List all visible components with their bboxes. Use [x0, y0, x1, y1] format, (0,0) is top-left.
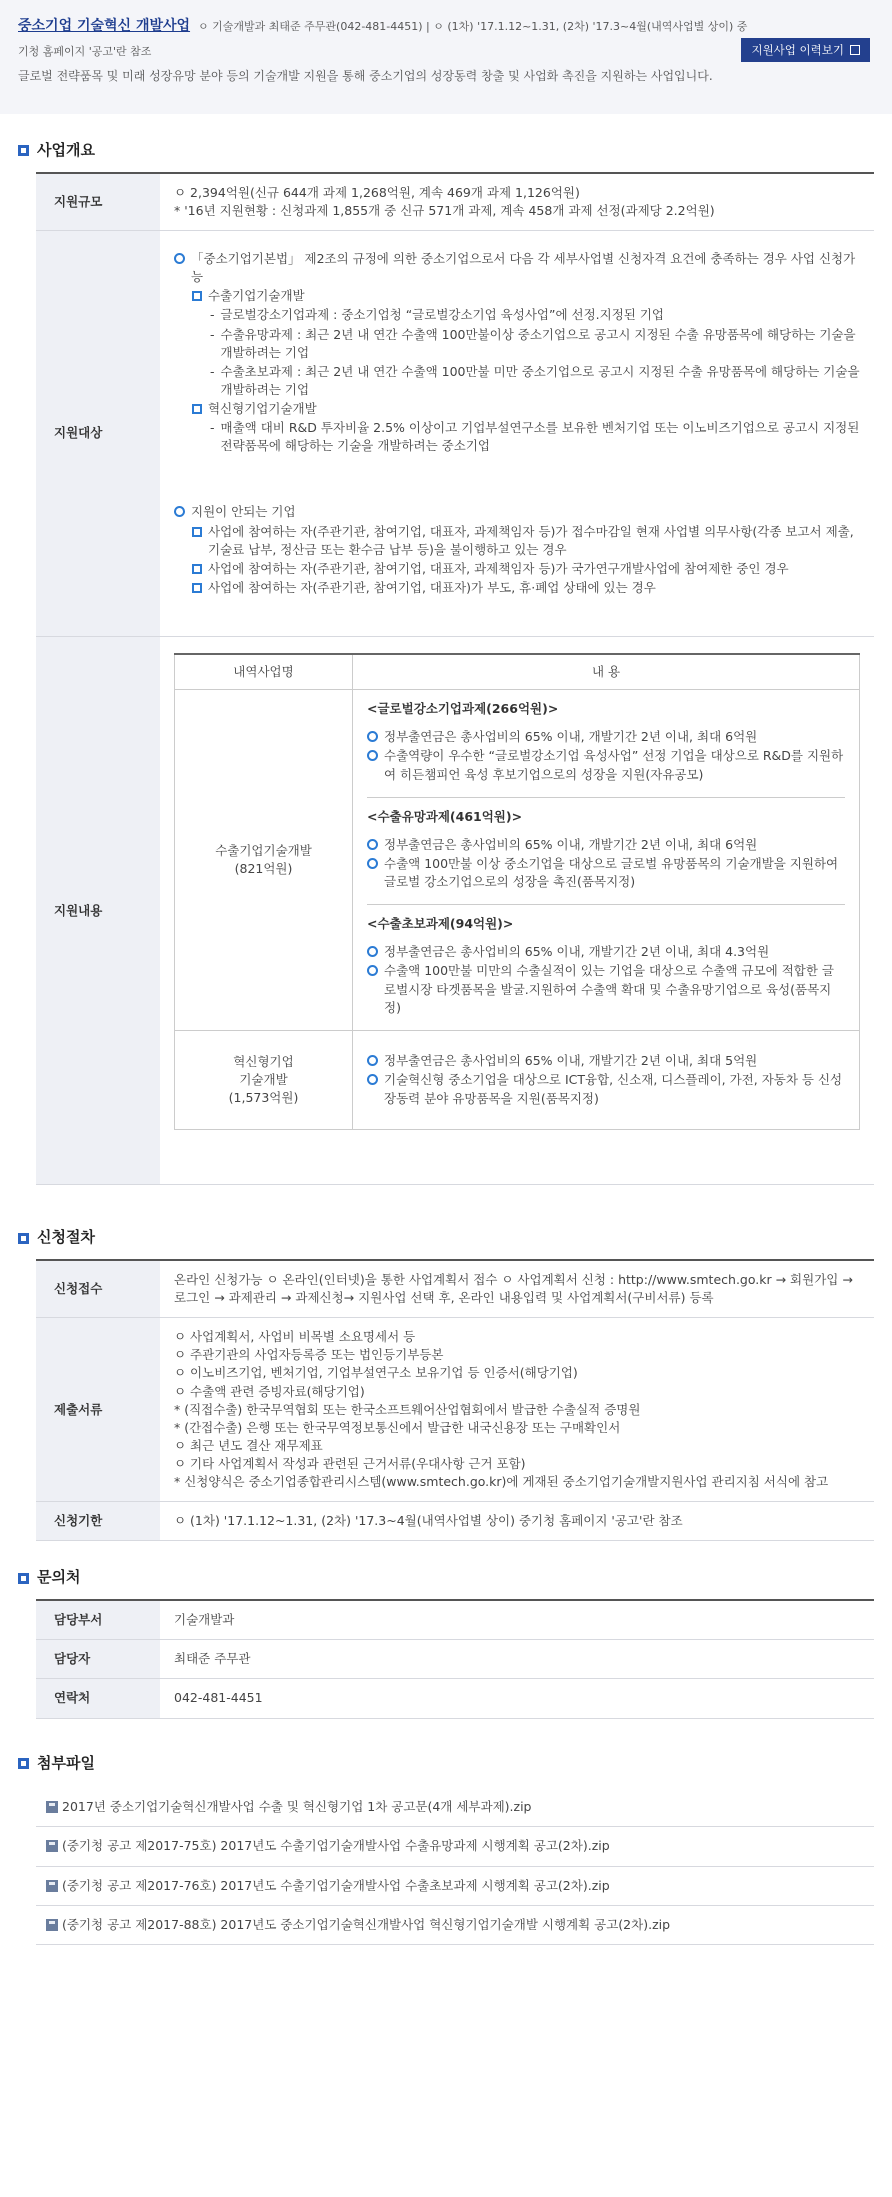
file-item[interactable]: [36, 1788, 874, 1827]
doc-item: * 신청양식은 중소기업종합관리시스템(www.smtech.go.kr)에 게재된 중소기업기술개발지원사업 관리지침 서식에 참고: [174, 1474, 829, 1490]
ring-bullet-icon: [174, 506, 185, 517]
attachments-section: [0, 1719, 892, 1967]
section-bullet-icon: [18, 1233, 29, 1244]
file-item[interactable]: [36, 1867, 874, 1906]
person-label: 담당자: [36, 1640, 160, 1679]
export-content: [353, 690, 860, 1031]
section-bullet-icon: [18, 1573, 29, 1584]
b4-line2: 기술혁신형 중소기업을 대상으로 ICT융합, 신소재, 디스플레이, 가전, 자동차 등 신성장동력 분야 유망품목을 지원(품목지정): [384, 1072, 843, 1106]
target-t1: 「중소기업기본법」 제2조의 규정에 의한 중소기업으로서 다음 각 세부사업별 신청자격 요건에 충족하는 경우 사업 신청가능: [191, 251, 856, 285]
b4-line1: 정부출연금은 총사업비의 65% 이내, 개발기간 2년 이내, 최대 5억원: [384, 1053, 758, 1069]
overview-table: [36, 172, 874, 1185]
row-docs: [36, 1318, 874, 1502]
ring-bullet-icon: [367, 965, 378, 976]
row-content: [36, 637, 874, 1185]
docs-label: 제출서류: [36, 1318, 160, 1502]
section-bullet-icon: [18, 1758, 29, 1769]
procedure-section: [0, 1185, 892, 1541]
doc-item: ㅇ 주관기관의 사업자등록증 또는 법인등기부등본: [174, 1347, 444, 1363]
overview-section: [0, 114, 892, 1185]
b1-line1: 정부출연금은 총사업비의 65% 이내, 개발기간 2년 이내, 최대 6억원: [384, 729, 758, 745]
doc-item: ㅇ 사업계획서, 사업비 비목별 소요명세서 등: [174, 1329, 416, 1345]
program-meta: ㅇ 기술개발과 최태준 주무관(042-481-4451) | ㅇ (1차) '17.1.12~1.31, (2차) '17.3~4월(내역사업별 상이) 중: [198, 20, 748, 33]
cat2-line3: (1,573억원): [228, 1090, 299, 1105]
b2-line1: 정부출연금은 총사업비의 65% 이내, 개발기간 2년 이내, 최대 6억원: [384, 836, 758, 852]
block-global-title: <글로벌강소기업과제(266억원)>: [367, 701, 559, 717]
contact-section: [0, 1541, 892, 1718]
target-t1a2: 수출유망과제 : 최근 2년 내 연간 수출액 100만불이상 중소기업으로 공고시 지정된 수출 유망품목에 해당하는 기술을 개발하려는 기업: [220, 326, 856, 360]
program-title[interactable]: 중소기업 기술혁신 개발사업: [18, 18, 191, 34]
content-subtable: [174, 653, 860, 1130]
target-t2a: 사업에 참여하는 자(주관기관, 참여기업, 대표자, 과제책임자 등)가 접수마감일 현재 사업별 의무사항(각종 보고서 제출, 기술료 납부, 정산금 또는 환수금 납부 등)을 불이행하고 있는 경우: [208, 523, 854, 557]
col-name: 내역사업명: [175, 654, 353, 690]
target-t2c: 사업에 참여하는 자(주관기관, 참여기업, 대표자)가 부도, 휴·폐업 상태에 있는 경우: [208, 579, 656, 595]
ring-bullet-icon: [367, 946, 378, 957]
cat1-line2: (821억원): [234, 860, 293, 876]
file-name[interactable]: (중기청 공고 제2017-88호) 2017년도 중소기업기술혁신개발사업 혁신형기업기술개발 시행계획 공고(2차).zip: [62, 1916, 671, 1932]
doc-item: ㅇ 이노비즈기업, 벤처기업, 기업부설연구소 보유기업 등 인증서(해당기업): [174, 1365, 578, 1381]
phone-label: 연락처: [36, 1679, 160, 1718]
procedure-heading: 신청절차: [37, 1228, 95, 1247]
file-icon: [46, 1880, 58, 1892]
col-content: 내 용: [353, 654, 860, 690]
section-heading: [18, 114, 874, 172]
doc-item: ㅇ 기타 사업계획서 작성과 관련된 근거서류(우대사항 근거 포함): [174, 1456, 526, 1471]
dept-label: 담당부서: [36, 1600, 160, 1640]
history-button[interactable]: [741, 38, 870, 62]
history-button-label: 지원사업 이력보기: [751, 43, 844, 57]
file-name[interactable]: (중기청 공고 제2017-75호) 2017년도 수출기업기술개발사업 수출유망과제 시행계획 공고(2차).zip: [62, 1838, 610, 1854]
ring-bullet-icon: [367, 1055, 378, 1066]
attachments-heading: 첨부파일: [37, 1753, 95, 1772]
block-global: [367, 690, 845, 798]
target-t1a: 수출기업기술개발: [208, 288, 305, 304]
innovative-content: [353, 1030, 860, 1129]
square-bullet-icon: [192, 291, 202, 301]
section-heading: [18, 1185, 874, 1259]
content-value: [160, 637, 874, 1185]
block-promising-title: <수출유망과제(461억원)>: [367, 808, 523, 824]
doc-item: * (직접수출) 한국무역협회 또는 한국소프트웨어산업협회에서 발급한 수출실적 증명원: [174, 1401, 641, 1417]
person-value: 최태준 주무관: [160, 1640, 874, 1679]
b1-line2: 수출역량이 우수한 “글로벌강소기업 육성사업” 선정 기업을 대상으로 R&D를 지원하여 히든챔피언 육성 후보기업으로의 성장을 지원(자유공모): [384, 748, 844, 782]
target-label: 지원대상: [36, 231, 160, 637]
copy-icon: [850, 45, 860, 55]
scale-label: 지원규모: [36, 173, 160, 231]
contact-heading: 문의처: [37, 1568, 81, 1587]
row-receive: [36, 1260, 874, 1318]
cat2-line2: 기술개발: [239, 1071, 288, 1087]
b2-line2: 수출액 100만불 이상 중소기업을 대상으로 글로벌 유망품목의 기술개발을 지원하여 글로벌 강소기업으로의 성장을 촉진(품목지정): [384, 855, 839, 889]
period-label: 신청기한: [36, 1502, 160, 1541]
ring-bullet-icon: [367, 858, 378, 869]
doc-item: * (간접수출) 은행 또는 한국무역정보통신에서 발급한 내국신용장 또는 구매확인서: [174, 1419, 621, 1435]
file-name[interactable]: 2017년 중소기업기술혁신개발사업 수출 및 혁신형기업 1차 공고문(4개 세부과제).zip: [62, 1799, 532, 1815]
block-beginner: [367, 905, 845, 1030]
file-icon: [46, 1840, 58, 1852]
period-value: ㅇ (1차) '17.1.12~1.31, (2차) '17.3~4월(내역사업별 상이) 중기청 홈페이지 '공고'란 참조: [160, 1502, 874, 1541]
cat1-line1: 수출기업기술개발: [215, 842, 312, 858]
square-bullet-icon: [192, 564, 202, 574]
ring-bullet-icon: [367, 750, 378, 761]
phone-value: 042-481-4451: [160, 1679, 874, 1718]
section-bullet-icon: [18, 145, 29, 156]
square-bullet-icon: [192, 527, 202, 537]
ring-bullet-icon: [367, 839, 378, 850]
target-t2b: 사업에 참여하는 자(주관기관, 참여기업, 대표자, 과제책임자 등)가 국가연구개발사업에 참여제한 중인 경우: [208, 560, 789, 576]
ring-bullet-icon: [367, 1074, 378, 1085]
contact-table: [36, 1599, 874, 1718]
overview-heading: 사업개요: [37, 141, 95, 159]
target-t1b: 혁신형기업기술개발: [208, 401, 317, 416]
square-bullet-icon: [192, 404, 202, 414]
row-period: [36, 1502, 874, 1541]
receive-label: 신청접수: [36, 1260, 160, 1318]
b3-line1: 정부출연금은 총사업비의 65% 이내, 개발기간 2년 이내, 최대 4.3억원: [384, 944, 770, 960]
target-value: 「중소기업기본법」 제2조의 규정에 의한 중소기업으로서 다음 각 세부사업별 신청자격 요건에 충족하는 경우 사업 신청가능 수출기업기술개발 - 글로벌강소기업과제 : 중소기업청 “글로벌강소기업 육성사업”에 선정.지정된 기업 - 수출유망과제 : 최근 2년 내 연간 수출액 100만불이상 중소기업으로 공고시 지정된 수출 유망품목에 해당하는 기술을 개발하려는 기업 - 수출초보과제 : 최근 2년 내 연간 수출액 100만불 미만 중소기업으로 공고시 지정된 수출 유망품목에 해당하는 기술을 개발하려는 기업 혁신형기업기술개발 - 매출액 대비 R&D 투자비율 2.5% 이상이고 기업부설연구소를 보유한 벤처기업 또는 이노비즈기업으로 공고시 지정된 전략품목에 해당하는 기술을 개발하려는 중소기업 지원이 안되는 기업 사업에 참여하는 자(주관기관, 참여기업, 대표자, 과제책임자 등)가 접수마감일 현재 사업별 의무사항(각종 보고서 제출, 기술료 납부, 정산금 또는 환수금 납부 등)을 불이행하고 있는 경우 사업에 참여하는 자(주관기관, 참여기업, 대표자, 과제책임자 등)가 국가연구개발사업에 참여제한 중인 경우 사업에 참여하는 자(주관기관, 참여기업, 대표자)가 부도, 휴·폐업 상태에 있는 경우: [160, 231, 874, 637]
cat-export: [175, 690, 353, 1031]
section-heading: [18, 1719, 874, 1789]
row-target: [36, 231, 874, 637]
ring-bullet-icon: [367, 731, 378, 742]
file-name[interactable]: (중기청 공고 제2017-76호) 2017년도 수출기업기술개발사업 수출초보과제 시행계획 공고(2차).zip: [62, 1877, 610, 1893]
docs-value: [160, 1318, 874, 1502]
receive-value: 온라인 신청가능 ㅇ 온라인(인터넷)을 통한 사업계획서 접수 ㅇ 사업계획서 신청 : http://www.smtech.go.kr → 회원가입 → 로그인 → 과제관리 → 과제신청→ 지원사업 선택 후, 온라인 내용입력 및 사업계획서(구비서류) 등록: [160, 1260, 874, 1318]
scale-line-2: * '16년 지원현황 : 신청과제 1,855개 중 신규 571개 과제, 계속 458개 과제 선정(과제당 2.2억원): [174, 202, 715, 218]
file-icon: [46, 1801, 58, 1813]
target-t2: 지원이 안되는 기업: [191, 504, 296, 520]
section-heading: [18, 1541, 874, 1599]
target-t1b1: 매출액 대비 R&D 투자비율 2.5% 이상이고 기업부설연구소를 보유한 벤처기업 또는 이노비즈기업으로 공고시 지정된 전략품목에 해당하는 기술을 개발하려는 중소기업: [220, 420, 860, 454]
block-promising: [367, 798, 845, 906]
target-t1a1: 글로벌강소기업과제 : 중소기업청 “글로벌강소기업 육성사업”에 선정.지정된 기업: [220, 307, 664, 323]
file-icon: [46, 1919, 58, 1931]
cat-innovative: [175, 1030, 353, 1129]
program-meta-cont: 기청 홈페이지 '공고'란 참조: [18, 45, 152, 59]
program-header: [0, 0, 892, 114]
content-label: 지원내용: [36, 637, 160, 1185]
file-item[interactable]: [36, 1827, 874, 1866]
b3-line2: 수출액 100만불 미만의 수출실적이 있는 기업을 대상으로 수출액 규모에 적합한 글로벌시장 타겟품목을 발굴.지원하여 수출액 확대 및 수출유망기업으로 육성(품목지정): [384, 963, 834, 1015]
procedure-table: [36, 1259, 874, 1542]
ring-bullet-icon: [174, 253, 185, 264]
file-item[interactable]: [36, 1906, 874, 1945]
dept-value: 기술개발과: [160, 1600, 874, 1640]
block-beginner-title: <수출초보과제(94억원)>: [367, 916, 514, 932]
row-scale: [36, 173, 874, 231]
doc-item: ㅇ 수출액 관련 증빙자료(해당기업): [174, 1383, 365, 1399]
scale-value: [160, 173, 874, 231]
file-list: [36, 1788, 874, 1945]
scale-line-1: ㅇ 2,394억원(신규 644개 과제 1,268억원, 계속 469개 과제 1,126억원): [174, 184, 580, 200]
square-bullet-icon: [192, 583, 202, 593]
cat2-line1: 혁신형기업: [233, 1053, 294, 1069]
target-t1a3: 수출초보과제 : 최근 2년 내 연간 수출액 100만불 미만 중소기업으로 공고시 지정된 수출 유망품목에 해당하는 기술을 개발하려는 기업: [220, 363, 860, 397]
doc-item: ㅇ 최근 년도 결산 재무제표: [174, 1437, 323, 1453]
program-description: 글로벌 전략품목 및 미래 성장유망 분야 등의 기술개발 지원을 통해 중소기업의 성장동력 창출 및 사업화 촉진을 지원하는 사업입니다.: [18, 69, 713, 84]
